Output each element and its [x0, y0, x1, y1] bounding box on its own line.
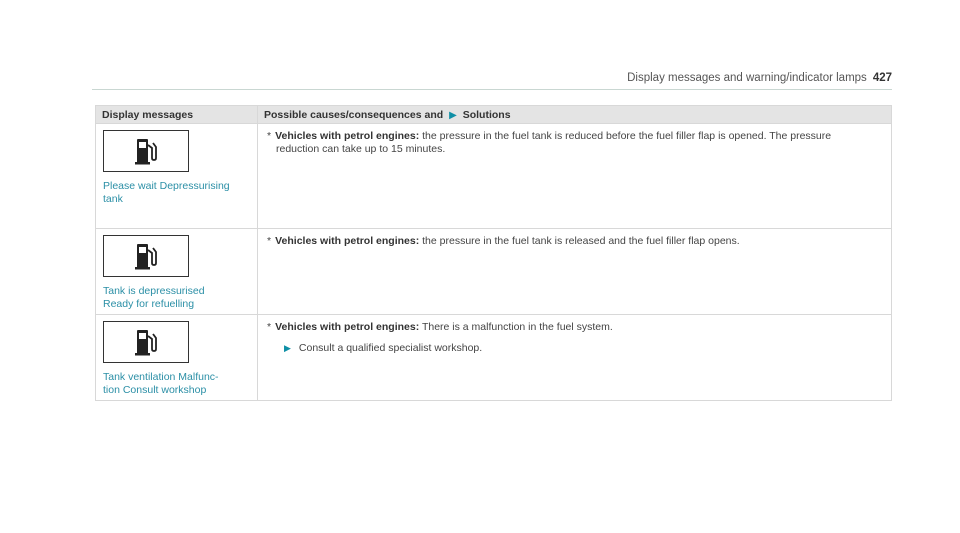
table-row: [96, 229, 892, 315]
cause-lead: Vehicles with petrol engines:: [275, 321, 420, 333]
running-header: [92, 72, 892, 84]
solutions-arrow-icon: ▶: [449, 109, 457, 121]
solution-step: ▶ Consult a qualified specialist workshop.: [284, 341, 483, 354]
header-divider: [92, 89, 892, 90]
fuel-pump-icon: [103, 235, 189, 277]
table-header-row: [96, 106, 892, 124]
column-header-causes-solutions: [258, 106, 892, 124]
table-row: [96, 124, 892, 229]
table-row: [96, 315, 892, 401]
fuel-pump-icon: [103, 130, 189, 172]
message-cell: [96, 124, 258, 229]
cause-cell: [258, 229, 892, 315]
cause-cell: [258, 124, 892, 229]
section-title: Display messages and warning/indicator lamps: [627, 72, 867, 84]
cause-lead: Vehicles with petrol engines:: [275, 130, 420, 142]
display-message-text: Tank ventilation Malfunc- tion Consult workshop: [103, 371, 219, 396]
cause-text: * Vehicles with petrol engines: There is a malfunction in the fuel system.: [267, 321, 613, 333]
solutions-header-text: Solutions: [462, 108, 511, 121]
display-message-text: Tank is depressurised Ready for refuelling: [103, 285, 205, 310]
cause-cell: [258, 315, 892, 401]
message-cell: [96, 229, 258, 315]
display-message-text: Please wait Depressurising tank: [103, 180, 230, 205]
cause-text: * Vehicles with petrol engines: the pressure in the fuel tank is released and the fuel filler flap opens.: [267, 235, 740, 247]
cause-lead: Vehicles with petrol engines:: [275, 235, 420, 247]
display-messages-table: [95, 105, 892, 401]
message-cell: [96, 315, 258, 401]
column-header-display-messages: Display messages: [96, 106, 258, 124]
causes-header-text: Possible causes/consequences and: [264, 108, 444, 121]
page-number: 427: [872, 72, 892, 84]
step-arrow-icon: ▶: [284, 342, 291, 353]
fuel-pump-icon: [103, 321, 189, 363]
cause-text: * Vehicles with petrol engines: the pressure in the fuel tank is reduced before the fuel filler flap is opened. The pressure reduction can take up to 15 minutes.: [267, 130, 832, 155]
